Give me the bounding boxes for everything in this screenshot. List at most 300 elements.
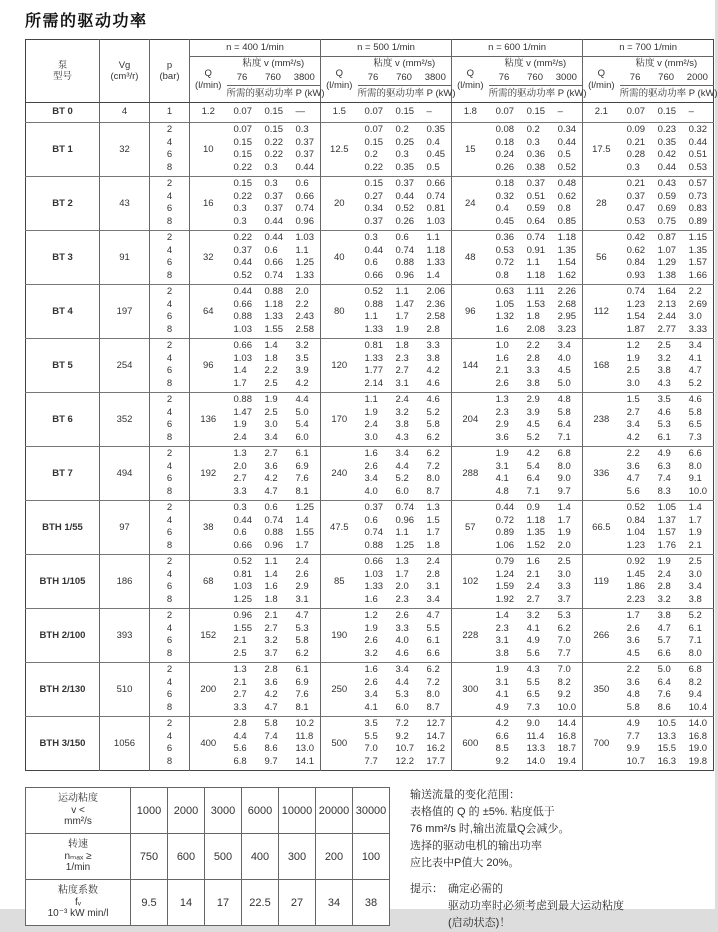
flow-rate-cell: 170 — [321, 393, 358, 447]
power-value-cell: 5.5 — [426, 622, 440, 634]
power-value-cell: – — [551, 103, 583, 123]
flow-rate-cell: 500 — [321, 717, 358, 771]
vg-cell: 393 — [100, 609, 150, 663]
power-value-cell: 6.8 — [233, 755, 247, 767]
vg-cell: 254 — [100, 339, 150, 393]
power-value-cell: 1.1 — [258, 555, 289, 569]
table-row — [26, 501, 714, 515]
power-value-cell: 9.4 — [688, 689, 702, 700]
power-value-cell: 1.7 — [395, 311, 409, 322]
flow-rate-cell: 1.2 — [190, 103, 227, 123]
power-value-cell: 7.1 — [557, 431, 571, 443]
power-value-cell: 3.6 — [264, 460, 278, 472]
pressure-cell: 2 — [150, 231, 190, 245]
header-line: (cm³/r) — [110, 71, 139, 82]
pressure-cell: 6 — [150, 581, 190, 594]
power-value-cell: 1.1 — [364, 311, 378, 322]
power-value-cell: 9.2 — [495, 755, 509, 767]
power-value-cell: 9.7 — [557, 485, 571, 497]
power-value-cell: 0.96 — [264, 539, 283, 551]
power-value-cell: 0.88 — [364, 298, 384, 310]
viscosity-coefficient-table — [25, 787, 390, 926]
power-value-cell: 0.15 — [358, 177, 389, 191]
power-value-cell: 10.7 — [626, 755, 646, 767]
power-value-cell: 1.77 — [364, 365, 384, 376]
pump-model-cell: BT 3 — [26, 231, 100, 285]
power-value-cell: 0.66 — [233, 539, 252, 551]
power-value-cell: 3.0 — [626, 377, 640, 389]
flow-rate-cell: 204 — [452, 393, 489, 447]
power-value-cell: 1.9 — [395, 323, 409, 335]
power-value-cell: 2.6 — [295, 568, 309, 580]
pressure-cell: 4 — [150, 407, 190, 420]
pressure-cell: 4 — [150, 731, 190, 744]
power-value-cell: 0.42 — [620, 231, 651, 245]
power-value-cell: 4.9 — [620, 717, 651, 731]
power-value-cell: 6.8 — [551, 447, 583, 461]
power-value-cell: 1.54 — [626, 311, 646, 322]
pressure-cell: 2 — [150, 501, 190, 515]
power-value-cell: 2.7 — [526, 593, 540, 605]
power-value-cell: 2.36 — [426, 298, 446, 310]
power-value-cell: 4.7 — [264, 701, 278, 713]
power-value-cell: 1.33 — [364, 352, 384, 364]
pressure-cell: 2 — [150, 555, 190, 569]
flow-rate-cell: 28 — [583, 177, 620, 231]
power-value-cell: 0.88 — [258, 285, 289, 299]
power-value-cell: 1.54 — [557, 257, 577, 268]
power-value-cell: 0.34 — [551, 123, 583, 137]
pressure-cell: 6 — [150, 257, 190, 270]
power-value-cell: 1.57 — [657, 527, 677, 538]
power-value-cell: 2.8 — [657, 581, 671, 592]
power-value-cell: 0.37 — [364, 215, 384, 227]
power-value-cell: 3.0 — [688, 311, 702, 322]
power-value-cell: 8.7 — [426, 485, 440, 497]
power-value-cell: 0.84 — [626, 514, 646, 526]
power-value-cell: 5.4 — [295, 419, 309, 430]
table-row — [26, 663, 714, 677]
power-value-cell: 2.4 — [420, 555, 452, 569]
pump-model-cell: BT 5 — [26, 339, 100, 393]
power-value-cell: 1.7 — [426, 527, 440, 538]
power-value-cell: 0.53 — [626, 215, 646, 227]
pressure-cell: 8 — [150, 270, 190, 285]
power-value-cell: 13.3 — [657, 730, 677, 742]
power-value-cell: 0.22 — [233, 190, 252, 202]
power-value-cell: 0.74 — [395, 244, 415, 256]
power-value-cell: 19.4 — [557, 755, 577, 767]
power-value-cell: 1.5 — [426, 514, 440, 526]
power-value-cell: 2.08 — [526, 323, 546, 335]
speed-header: n = 500 1/min — [321, 40, 452, 57]
power-value-cell: 0.26 — [495, 161, 515, 173]
power-value-cell: 1.03 — [289, 231, 321, 245]
power-value-cell: 1.33 — [364, 581, 384, 592]
vg-cell: 197 — [100, 285, 150, 339]
power-value-cell: 6.6 — [426, 647, 440, 659]
power-value-cell: 7.3 — [688, 431, 702, 443]
power-value-cell: 4.3 — [657, 377, 671, 389]
power-value-cell: 0.2 — [364, 149, 378, 160]
power-value-cell: 4.8 — [626, 689, 640, 700]
power-value-cell: 6.1 — [657, 431, 671, 443]
row-label-cell — [26, 834, 131, 880]
power-value-cell: 3.3 — [233, 485, 247, 497]
power-value-cell: 1.03 — [364, 568, 384, 580]
power-value-cell: 2.58 — [295, 323, 314, 335]
power-value-cell: 1.3 — [227, 663, 258, 677]
power-value-cell: 0.57 — [682, 177, 714, 191]
value-cell: 6000 — [242, 788, 279, 834]
power-value-cell: 16.8 — [557, 730, 577, 742]
power-value-cell: 0.4 — [495, 203, 509, 214]
power-value-cell: 1.4 — [258, 339, 289, 353]
power-value-cell: 0.2 — [520, 123, 551, 137]
power-value-cell: 17.7 — [426, 755, 446, 767]
power-value-cell: 0.44 — [227, 285, 258, 299]
speed-header: n = 400 1/min — [190, 40, 321, 57]
flow-rate-cell: 56 — [583, 231, 620, 285]
power-value-cell: 1.9 — [489, 663, 520, 677]
power-value-cell: 4.2 — [264, 473, 278, 484]
power-value-cell: 0.37 — [358, 501, 389, 515]
power-value-cell: 1.8 — [264, 352, 278, 364]
power-value-cell: 0.32 — [682, 123, 714, 137]
power-value-cell: 0.22 — [233, 161, 252, 173]
power-value-cell: 5.0 — [651, 663, 682, 677]
power-value-cell: 6.9 — [295, 676, 309, 688]
power-value-cell: 0.15 — [227, 177, 258, 191]
pump-model-cell: BTH 1/55 — [26, 501, 100, 555]
power-value-cell: 2.9 — [520, 393, 551, 407]
power-value-cell: 4.1 — [364, 701, 378, 713]
power-value-cell: 1.47 — [233, 406, 252, 418]
power-value-cell: 0.64 — [526, 215, 546, 227]
power-value-cell: 1.03 — [233, 352, 252, 364]
power-value-cell: 1.45 — [626, 568, 646, 580]
power-value-cell: 0.74 — [426, 190, 446, 202]
power-value-cell: 1.25 — [289, 501, 321, 515]
power-value-cell: 2.8 — [258, 663, 289, 677]
power-value-cell: 0.07 — [489, 103, 520, 123]
power-value-cell: 4.8 — [495, 485, 509, 497]
pressure-cell: 6 — [150, 203, 190, 216]
viscosity-value-header: 2000 — [682, 72, 714, 86]
pressure-cell: 6 — [150, 365, 190, 378]
power-value-cell: 3.4 — [389, 663, 420, 677]
pressure-cell: 8 — [150, 756, 190, 771]
power-value-cell: 1.35 — [557, 244, 577, 256]
power-value-cell: 2.68 — [557, 298, 577, 310]
power-value-cell: 0.37 — [295, 136, 314, 148]
power-value-cell: 4.2 — [626, 431, 640, 443]
notes-block — [410, 787, 710, 932]
power-value-cell: 0.6 — [364, 257, 378, 268]
power-value-cell: 2.5 — [264, 406, 278, 418]
power-value-cell: 4.7 — [657, 622, 671, 634]
power-value-cell: 0.45 — [495, 215, 515, 227]
power-value-cell: 0.66 — [227, 339, 258, 353]
power-value-cell: 2.5 — [682, 555, 714, 569]
pressure-cell: 6 — [150, 743, 190, 756]
power-value-cell: 6.2 — [295, 647, 309, 659]
power-value-cell: 0.42 — [657, 149, 677, 160]
power-value-cell: 2.2 — [295, 298, 309, 310]
power-value-cell: 1.03 — [233, 323, 252, 335]
power-value-cell: 1.1 — [526, 257, 540, 268]
power-value-cell: 6.2 — [426, 431, 440, 443]
power-value-cell: 2.7 — [395, 365, 409, 376]
vg-header — [100, 40, 150, 103]
power-value-cell: 6.0 — [295, 431, 309, 443]
power-value-cell: 4.5 — [526, 419, 540, 430]
table-row — [26, 285, 714, 299]
power-value-cell: 2.26 — [551, 285, 583, 299]
flow-rate-header — [190, 57, 227, 103]
tip-body — [448, 881, 624, 932]
header-line: Vg — [118, 59, 131, 71]
viscosity-value-header: 760 — [520, 72, 551, 86]
power-value-cell: 0.15 — [520, 103, 551, 123]
power-value-cell: 2.0 — [233, 460, 247, 472]
flow-rate-cell: 119 — [583, 555, 620, 609]
vg-cell: 97 — [100, 501, 150, 555]
power-value-cell: 0.66 — [295, 190, 314, 202]
power-value-cell: 1.86 — [626, 581, 646, 592]
power-value-cell: 6.4 — [657, 676, 671, 688]
power-value-cell: 10.0 — [557, 701, 577, 713]
power-value-cell: 6.2 — [557, 622, 571, 634]
power-value-cell: 0.83 — [688, 203, 708, 214]
power-value-cell: 1.4 — [682, 501, 714, 515]
power-value-cell: 0.22 — [264, 136, 283, 148]
power-value-cell: 2.6 — [389, 609, 420, 623]
power-value-cell: 1.53 — [526, 298, 546, 310]
power-value-cell: 2.58 — [426, 311, 446, 322]
power-value-cell: 0.32 — [495, 190, 515, 202]
power-value-cell: 2.4 — [364, 419, 378, 430]
value-cell: 300 — [279, 834, 316, 880]
power-value-cell: 2.1 — [495, 365, 509, 376]
power-value-cell: 0.66 — [264, 257, 283, 268]
table-row — [26, 834, 390, 880]
power-value-cell: 0.3 — [258, 177, 289, 191]
table-row — [26, 103, 714, 123]
power-value-cell: 2.14 — [364, 377, 384, 389]
viscosity-value-header: 76 — [358, 72, 389, 86]
power-value-cell: 0.96 — [395, 269, 415, 281]
header-line: 转速 — [68, 839, 88, 851]
power-value-cell: 3.2 — [395, 406, 409, 418]
flow-rate-cell: 15 — [452, 123, 489, 177]
power-value-cell: 1.47 — [395, 298, 415, 310]
pressure-cell: 2 — [150, 717, 190, 731]
power-value-cell: 1.6 — [358, 663, 389, 677]
power-value-cell: 5.2 — [426, 406, 440, 418]
power-value-cell: 0.88 — [364, 539, 384, 551]
power-value-cell: 7.0 — [551, 663, 583, 677]
power-value-cell: 0.38 — [526, 161, 546, 173]
power-value-cell: 2.6 — [364, 635, 378, 646]
pressure-cell: 6 — [150, 311, 190, 324]
tip-line: (启动状态)！ — [448, 917, 511, 929]
power-value-cell: 2.5 — [233, 647, 247, 659]
power-value-cell: 0.22 — [364, 161, 384, 173]
power-value-cell: 2.06 — [420, 285, 452, 299]
power-value-cell: – — [682, 103, 714, 123]
power-value-cell: 2.8 — [526, 352, 540, 364]
power-value-cell: 0.81 — [426, 203, 446, 214]
power-value-cell: 3.1 — [495, 676, 509, 688]
power-value-cell: 3.8 — [495, 647, 509, 659]
flow-rate-cell: 16 — [190, 177, 227, 231]
power-value-cell: 2.77 — [657, 323, 677, 335]
power-value-cell: 0.22 — [264, 149, 283, 160]
power-label-header: 所需的驱动功率 P (kW) — [358, 86, 452, 103]
power-value-cell: 0.22 — [227, 231, 258, 245]
power-value-cell: 0.72 — [495, 257, 515, 268]
power-value-cell: 0.53 — [495, 244, 515, 256]
flow-rate-cell: 47.5 — [321, 501, 358, 555]
value-cell: 400 — [242, 834, 279, 880]
pump-model-cell: BTH 3/150 — [26, 717, 100, 771]
power-value-cell: 2.2 — [620, 447, 651, 461]
power-value-cell: 2.6 — [364, 460, 378, 472]
vg-cell: 494 — [100, 447, 150, 501]
power-value-cell: 0.37 — [389, 177, 420, 191]
power-value-cell: 0.48 — [551, 177, 583, 191]
power-value-cell: 3.2 — [657, 593, 671, 605]
table-row — [26, 717, 714, 731]
power-value-cell: 0.15 — [233, 149, 252, 160]
power-value-cell: 0.6 — [264, 244, 278, 256]
power-value-cell: 2.3 — [495, 406, 509, 418]
power-value-cell: 3.6 — [626, 635, 640, 646]
power-value-cell: 2.1 — [233, 676, 247, 688]
power-value-cell: 1.1 — [295, 244, 309, 256]
power-value-cell: 1.35 — [688, 244, 708, 256]
pressure-cell: 4 — [150, 461, 190, 474]
power-value-cell: 0.15 — [389, 103, 420, 123]
power-value-cell: 0.3 — [233, 203, 247, 214]
power-value-cell: 0.09 — [620, 123, 651, 137]
pressure-cell: 4 — [150, 569, 190, 582]
power-value-cell: 6.8 — [682, 663, 714, 677]
power-value-cell: 3.8 — [688, 593, 702, 605]
power-value-cell: 7.6 — [657, 689, 671, 700]
power-value-cell: 1.7 — [620, 609, 651, 623]
power-value-cell: 0.18 — [489, 177, 520, 191]
power-value-cell: 6.0 — [395, 485, 409, 497]
power-value-cell: 0.88 — [227, 393, 258, 407]
power-value-cell: 0.15 — [233, 136, 252, 148]
power-value-cell: 8.2 — [557, 676, 571, 688]
value-cell: 1000 — [131, 788, 168, 834]
power-value-cell: 0.44 — [264, 215, 283, 227]
value-cell: 27 — [279, 880, 316, 926]
viscosity-value-header: 76 — [620, 72, 651, 86]
header-line: (l/min) — [195, 79, 222, 91]
flow-rate-cell: 1.5 — [321, 103, 358, 123]
power-value-cell: 6.4 — [526, 473, 540, 484]
power-value-cell: 0.96 — [227, 609, 258, 623]
power-value-cell: 0.37 — [520, 177, 551, 191]
value-cell: 38 — [353, 880, 390, 926]
power-value-cell: 5.8 — [688, 406, 702, 418]
power-value-cell: 0.59 — [526, 203, 546, 214]
power-value-cell: 0.5 — [426, 161, 440, 173]
power-value-cell: 3.5 — [358, 717, 389, 731]
power-value-cell: 4.5 — [557, 365, 571, 376]
power-value-cell: 1.9 — [364, 406, 378, 418]
power-value-cell: 0.24 — [495, 149, 515, 160]
pressure-cell: 4 — [150, 245, 190, 258]
power-value-cell: 16.3 — [657, 755, 677, 767]
power-value-cell: 0.6 — [289, 177, 321, 191]
pressure-cell: 2 — [150, 339, 190, 353]
power-value-cell: 0.07 — [620, 103, 651, 123]
power-value-cell: 5.7 — [657, 635, 671, 646]
power-value-cell: 7.0 — [364, 743, 378, 754]
power-value-cell: 5.6 — [626, 485, 640, 497]
power-value-cell: 6.6 — [495, 730, 509, 742]
power-value-cell: 2.1 — [688, 539, 702, 551]
flow-rate-cell: 112 — [583, 285, 620, 339]
power-value-cell: 7.2 — [426, 460, 440, 472]
flow-rate-cell: 40 — [321, 231, 358, 285]
power-value-cell: 0.52 — [620, 501, 651, 515]
table-row — [26, 231, 714, 245]
power-value-cell: 14.0 — [526, 755, 546, 767]
power-value-cell: 0.26 — [395, 215, 415, 227]
power-value-cell: 8.3 — [657, 485, 671, 497]
pressure-cell: 6 — [150, 635, 190, 648]
flow-rate-cell: 250 — [321, 663, 358, 717]
power-value-cell: 1.6 — [358, 447, 389, 461]
flow-rate-cell: 10 — [190, 123, 227, 177]
flow-rate-cell: 17.5 — [583, 123, 620, 177]
power-value-cell: 1.25 — [295, 257, 314, 268]
power-value-cell: 2.8 — [426, 568, 440, 580]
bottom-section — [25, 787, 715, 932]
pressure-cell: 8 — [150, 702, 190, 717]
flow-rate-cell: 400 — [190, 717, 227, 771]
pump-model-cell: BT 0 — [26, 103, 100, 123]
power-value-cell: 0.15 — [651, 103, 682, 123]
header-line: 1/min — [65, 862, 91, 874]
row-label-cell — [26, 880, 131, 926]
flow-rate-cell: 238 — [583, 393, 620, 447]
power-value-cell: 3.3 — [395, 622, 409, 634]
power-value-cell: 5.2 — [688, 377, 702, 389]
power-value-cell: 0.21 — [620, 177, 651, 191]
power-value-cell: 9.2 — [557, 689, 571, 700]
power-value-cell: 0.74 — [389, 501, 420, 515]
power-value-cell: 16.2 — [426, 743, 446, 754]
flow-rate-cell: 66.5 — [583, 501, 620, 555]
power-value-cell: 1.29 — [657, 257, 677, 268]
value-cell: 2000 — [168, 788, 205, 834]
power-value-cell: 1.1 — [395, 527, 409, 538]
power-value-cell: 1.9 — [688, 527, 702, 538]
pressure-header — [150, 40, 190, 103]
power-value-cell: 0.74 — [520, 231, 551, 245]
power-value-cell: 4.0 — [395, 635, 409, 646]
power-value-cell: 0.89 — [688, 215, 708, 227]
pressure-cell: 8 — [150, 594, 190, 609]
power-value-cell: 4.0 — [557, 352, 571, 364]
